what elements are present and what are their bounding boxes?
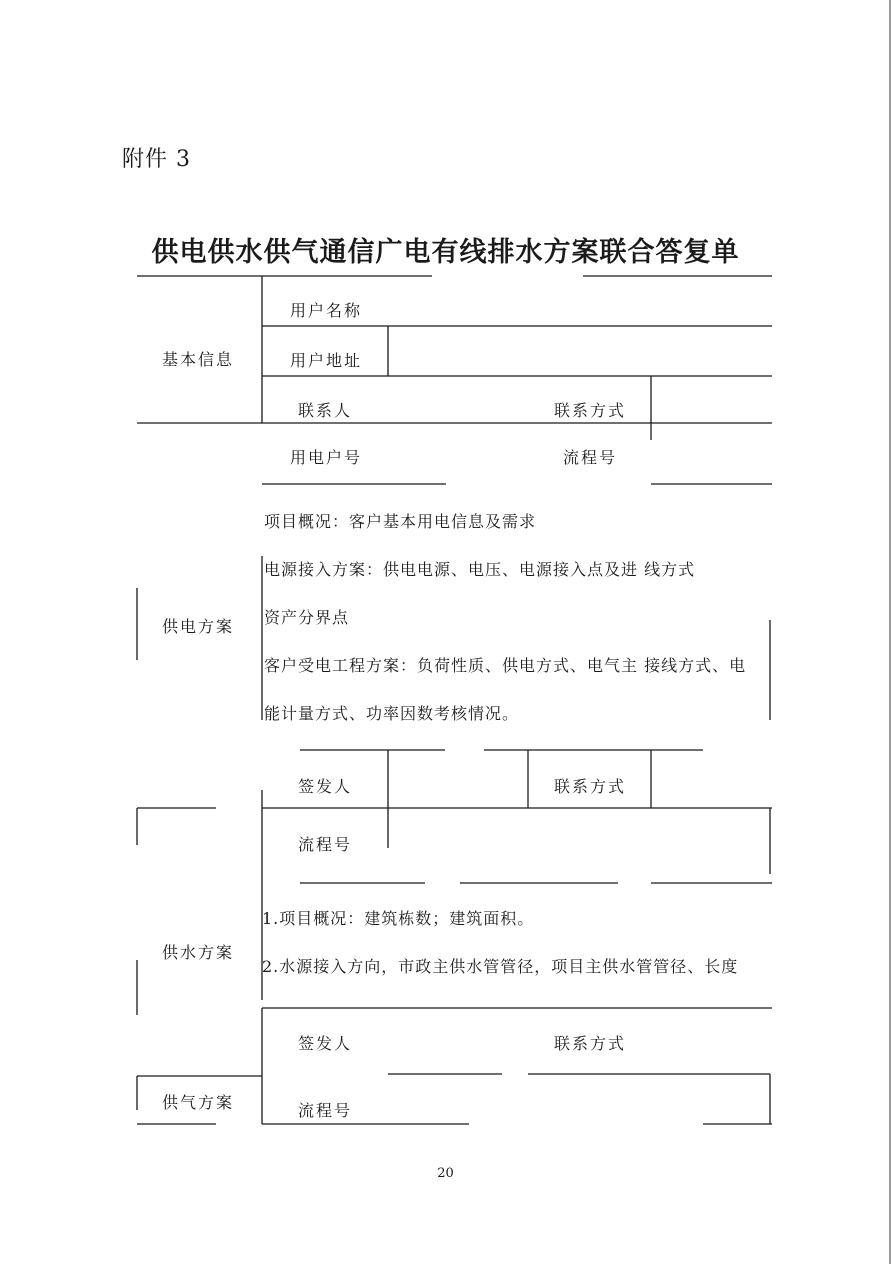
power-contact-method-label: 联系方式 — [554, 777, 627, 796]
power-plan-item: 客户受电工程方案：负荷性质、供电方式、电气主 接线方式、电 — [264, 656, 747, 675]
attachment-label: 附件 3 — [122, 147, 191, 172]
power-plan-item: 能计量方式、功率因数考核情况。 — [264, 704, 520, 723]
water-plan-section-label: 供水方案 — [162, 943, 235, 962]
contact-person-label: 联系人 — [298, 401, 353, 420]
process-number-label: 流程号 — [563, 448, 618, 467]
power-signer-label: 签发人 — [298, 777, 353, 796]
gas-process-number-label: 流程号 — [298, 1101, 353, 1120]
water-signer-label: 签发人 — [298, 1034, 353, 1053]
water-plan-item: 1.项目概况：建筑栋数；建筑面积。 — [262, 909, 535, 928]
water-plan-item: 2.水源接入方向，市政主供水管管径，项目主供水管管径、长度 — [262, 957, 739, 976]
page-number: 20 — [437, 1166, 454, 1181]
gas-plan-section-label: 供气方案 — [162, 1093, 235, 1112]
contact-method-label: 联系方式 — [554, 401, 627, 420]
power-plan-item: 项目概况：客户基本用电信息及需求 — [264, 512, 537, 531]
power-plan-section-label: 供电方案 — [162, 617, 235, 636]
power-plan-item: 资产分界点 — [264, 608, 350, 627]
water-contact-method-label: 联系方式 — [554, 1034, 627, 1053]
power-process-number-label: 流程号 — [298, 835, 353, 854]
page-title: 供电供水供气通信广电有线排水方案联合答复单 — [151, 237, 740, 268]
user-address-label: 用户地址 — [290, 351, 363, 370]
electricity-account-label: 用电户号 — [290, 448, 363, 467]
user-name-label: 用户名称 — [290, 301, 363, 320]
basic-info-section-label: 基本信息 — [162, 350, 235, 369]
power-plan-item: 电源接入方案：供电电源、电压、电源接入点及进 线方式 — [264, 560, 696, 579]
